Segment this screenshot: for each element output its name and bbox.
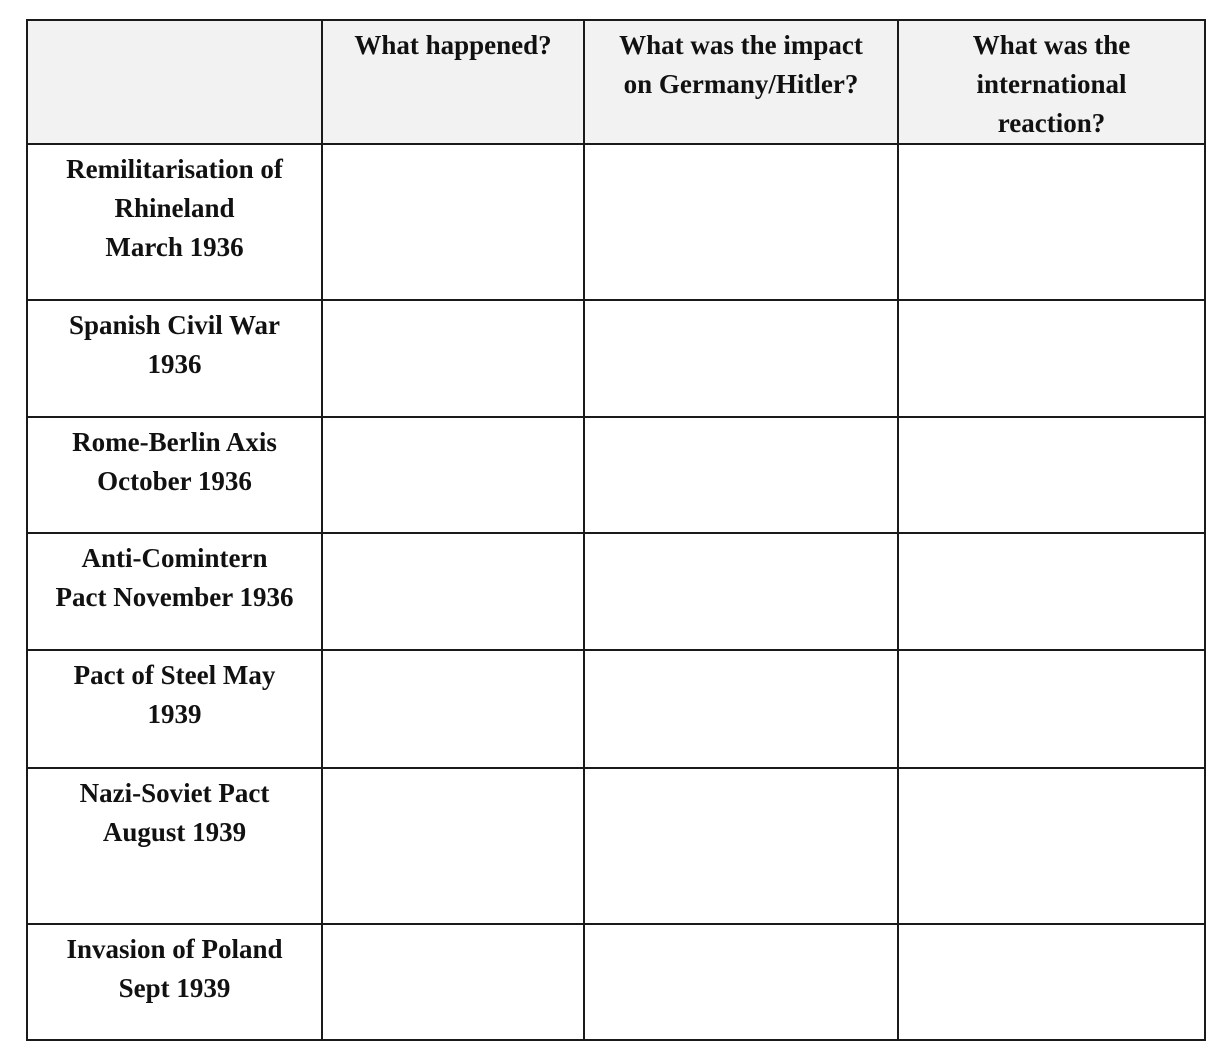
table-row-pact-of-steel [27, 650, 1205, 768]
table-row-anti-comintern-pact [27, 533, 1205, 650]
table-row-rome-berlin-axis [27, 417, 1205, 533]
answer-cell-reaction[interactable] [898, 144, 1205, 300]
answer-cell-what-happened[interactable] [322, 144, 584, 300]
answer-cell-what-happened[interactable] [322, 924, 584, 1040]
answer-cell-impact[interactable] [584, 768, 898, 924]
row-label-cell [27, 533, 322, 650]
row-label-line: Anti-Comintern [81, 543, 268, 573]
row-label-line: Rome-Berlin Axis [72, 427, 277, 457]
header-impact-on-germany [584, 20, 898, 144]
row-label-line: October 1936 [97, 466, 252, 496]
header-what-happened [322, 20, 584, 144]
answer-cell-impact[interactable] [584, 650, 898, 768]
header-text-line: What was the impact [619, 30, 863, 60]
row-label-line: Rhineland [114, 193, 235, 223]
row-label-cell [27, 300, 322, 417]
answer-cell-impact[interactable] [584, 417, 898, 533]
row-label-cell [27, 768, 322, 924]
row-label-line: Pact November 1936 [55, 582, 294, 612]
answer-cell-impact[interactable] [584, 300, 898, 417]
answer-cell-what-happened[interactable] [322, 533, 584, 650]
header-text-line: What was the [972, 30, 1131, 60]
row-label-line: Sept 1939 [118, 973, 231, 1003]
row-label-cell [27, 924, 322, 1040]
row-label-line: 1939 [147, 699, 202, 729]
table-row-spanish-civil-war [27, 300, 1205, 417]
answer-cell-impact[interactable] [584, 924, 898, 1040]
answer-cell-reaction[interactable] [898, 533, 1205, 650]
answer-cell-reaction[interactable] [898, 924, 1205, 1040]
answer-cell-what-happened[interactable] [322, 768, 584, 924]
row-label-line: Spanish Civil War [68, 310, 281, 340]
header-text-line: on Germany/Hitler? [623, 69, 859, 99]
header-text-line: international [976, 69, 1127, 99]
row-label-line: 1936 [147, 349, 202, 379]
answer-cell-reaction[interactable] [898, 650, 1205, 768]
row-label-line: March 1936 [105, 232, 244, 262]
header-row [27, 20, 1205, 144]
answer-cell-reaction[interactable] [898, 300, 1205, 417]
table-row-rhineland [27, 144, 1205, 300]
row-label-line: Invasion of Poland [66, 934, 283, 964]
row-label-line: August 1939 [102, 817, 247, 847]
header-text-line: What happened? [354, 30, 552, 60]
answer-cell-impact[interactable] [584, 144, 898, 300]
table-body [27, 144, 1205, 1040]
answer-cell-impact[interactable] [584, 533, 898, 650]
table-header [27, 20, 1205, 144]
answer-cell-reaction[interactable] [898, 417, 1205, 533]
row-label-cell [27, 417, 322, 533]
answer-cell-what-happened[interactable] [322, 650, 584, 768]
table-row-nazi-soviet-pact [27, 768, 1205, 924]
row-label-line: Nazi-Soviet Pact [79, 778, 270, 808]
answer-cell-what-happened[interactable] [322, 300, 584, 417]
row-label-line: Pact of Steel May [73, 660, 276, 690]
answer-cell-reaction[interactable] [898, 768, 1205, 924]
header-text-line: reaction? [997, 108, 1106, 138]
table-row-invasion-of-poland [27, 924, 1205, 1040]
row-label-cell [27, 650, 322, 768]
row-label-line: Remilitarisation of [66, 154, 283, 184]
header-corner-cell [27, 20, 322, 144]
events-worksheet-table [26, 19, 1206, 1041]
header-international-reaction [898, 20, 1205, 144]
row-label-cell [27, 144, 322, 300]
answer-cell-what-happened[interactable] [322, 417, 584, 533]
